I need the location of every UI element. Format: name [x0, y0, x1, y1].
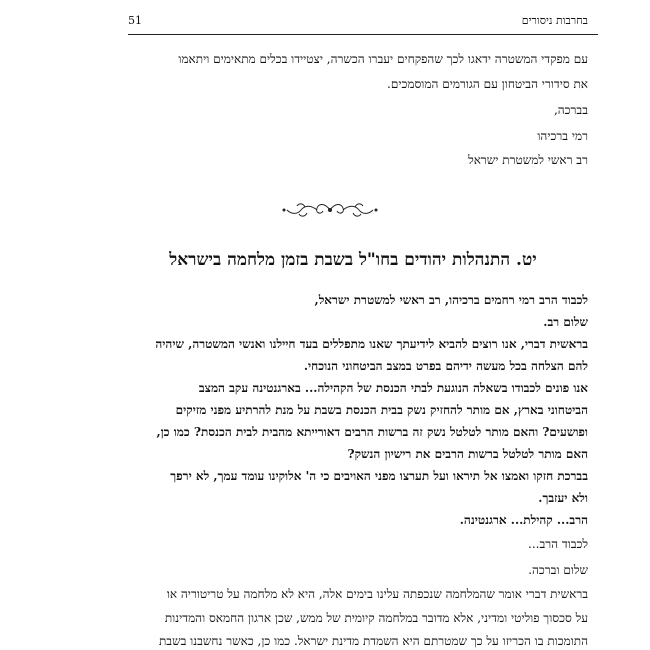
header-rule	[128, 34, 598, 35]
letter-closing: בברכה,	[553, 103, 588, 117]
section-heading: יט. התנהלות יהודים בחו"ל בשבת בזמן מלחמה בישראל	[169, 250, 537, 270]
answer-line-5: התומכות בו הכריזו על כך שמטרתם היא השמדת מדינת ישראל. כמו כן, כאשר נחשבנו בשבת	[158, 634, 588, 648]
question-line-5: אנו פונים לכבודו בשאלה הנוגעת לבתי הכנסת של הקהילה... בארגנטינה עקב המצב	[198, 381, 588, 395]
page-number: 51	[128, 14, 142, 27]
ornament-divider-icon	[281, 199, 379, 221]
signature-name: רמי ברכיהו	[537, 129, 588, 143]
signature-title: רב ראשי למשטרת ישראל	[468, 153, 588, 167]
question-line-2: שלום רב.	[543, 315, 588, 329]
letter-end-line-2: את סידורי הביטחון עם הגורמים המוסמכים.	[387, 77, 588, 91]
question-line-1: לכבוד הרב רמי רחמים ברכיהו, רב ראשי למשטרת ישראל,	[314, 293, 588, 307]
question-line-6: הביטחוני בארץ, אם מותר להחזיק נשק בבית הכנסת בשבת על מנת להרתיע מפני מזיקים	[175, 403, 588, 417]
answer-line-2: שלום וברכה.	[528, 563, 588, 577]
answer-line-3: בראשית דברי אומר שהמלחמה שנכפתה עלינו בימים אלה, היא לא מלחמה על טריטוריה או	[166, 587, 588, 601]
question-line-3: בראשית דברי, אנו רוצים להביא לידיעתך שאנו מתפללים בעד חיילנו ואנשי המשטרה, שיהיה	[155, 337, 588, 351]
question-line-4: להם הצלחה בכל מעשה ידיהם בפרט במצב הביטחוני הנוכחי.	[303, 359, 588, 373]
question-line-11: הרב... קהילת... ארגנטינה.	[459, 513, 588, 527]
running-header: בחרבות ניסורים	[521, 14, 588, 27]
question-line-10: ולא יעזבך.	[538, 491, 588, 505]
letter-end-line-1: עם מפקדי המשטרה ידאגו לכך שהפקחים יעברו הכשרה, יצטיידו בכלים מתאימים ויתאמו	[178, 52, 588, 66]
answer-line-4: על סכסוך פוליטי ומדיני, אלא מדובר במלחמה קיומית של ממש, שכן ארגון החמאס והמדינות	[164, 611, 588, 625]
question-line-9: בברכת חזקו ואמצו אל תיראו ועל תערצו מפני האויבים כי ה' אלוקינו עומד עמך, לא ירפך	[170, 469, 588, 483]
question-line-8: האם מותר לטלטל ברשות הרבים את רישיון הנשק?	[347, 447, 588, 461]
answer-line-1: לכבוד הרב...	[528, 537, 588, 551]
question-line-7: ופושעים? והאם מותר לטלטל נשק זה ברשות הרבים דאורייתא מהבית לבית הכנסת? כמו כן,	[156, 425, 588, 439]
